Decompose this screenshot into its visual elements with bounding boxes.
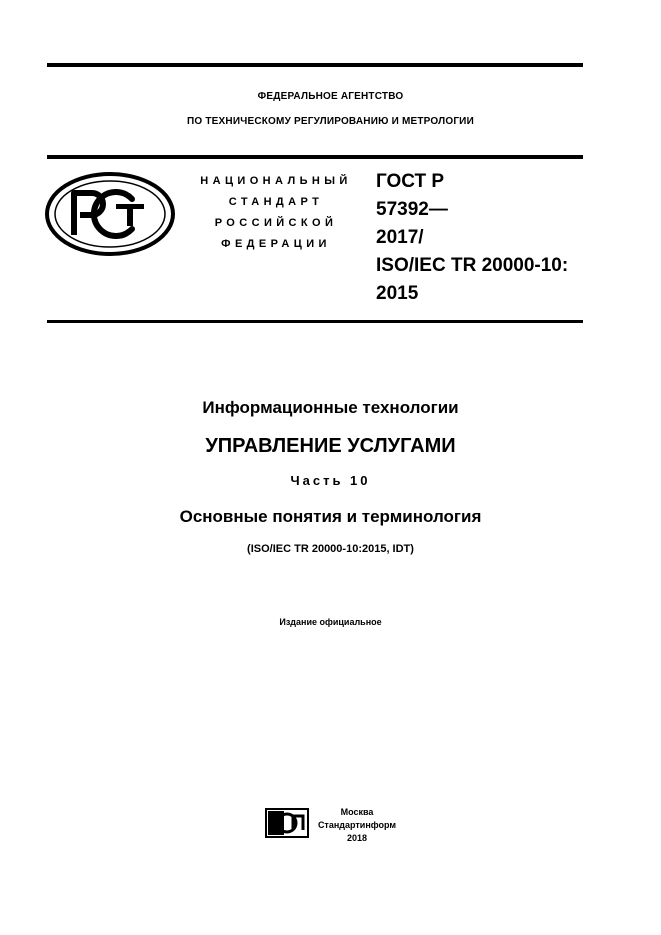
title-line-1: Информационные технологии (202, 398, 459, 417)
agency-line-1: ФЕДЕРАЛЬНОЕ АГЕНТСТВО (257, 91, 404, 102)
national-standard-label (180, 171, 372, 255)
standard-designation (376, 168, 591, 308)
block-rule (47, 320, 583, 323)
publisher-name: Стандартинформ (317, 820, 397, 830)
national-line: РОССИЙСКОЙ (214, 217, 338, 229)
publisher-city: Москва (340, 807, 374, 817)
standartinform-logo-icon (265, 808, 309, 838)
top-rule (47, 63, 583, 67)
designation-line: ISO/IEC TR 20000-10: (376, 255, 569, 276)
designation-line: 57392— (376, 199, 448, 220)
designation-line: 2017/ (376, 227, 424, 248)
edition-label: Издание официальное (279, 617, 382, 627)
national-line: СТАНДАРТ (228, 196, 324, 208)
designation-line: ГОСТ Р (376, 171, 445, 192)
header-rule (47, 155, 583, 159)
identity-note: (ISO/IEC TR 20000-10:2015, IDT) (247, 543, 414, 555)
subtitle: Основные понятия и терминология (179, 507, 482, 526)
national-line: НАЦИОНАЛЬНЫЙ (200, 175, 352, 187)
gost-r-certification-mark-icon (44, 171, 176, 257)
part-label: Часть 10 (290, 473, 371, 488)
national-line: ФЕДЕРАЦИИ (221, 238, 331, 250)
agency-line-2: ПО ТЕХНИЧЕСКОМУ РЕГУЛИРОВАНИЮ И МЕТРОЛОГИИ (187, 116, 474, 127)
publisher-block (309, 806, 405, 845)
title-line-2: УПРАВЛЕНИЕ УСЛУГАМИ (205, 435, 456, 457)
designation-line: 2015 (376, 283, 419, 304)
publisher-year: 2018 (346, 833, 368, 843)
